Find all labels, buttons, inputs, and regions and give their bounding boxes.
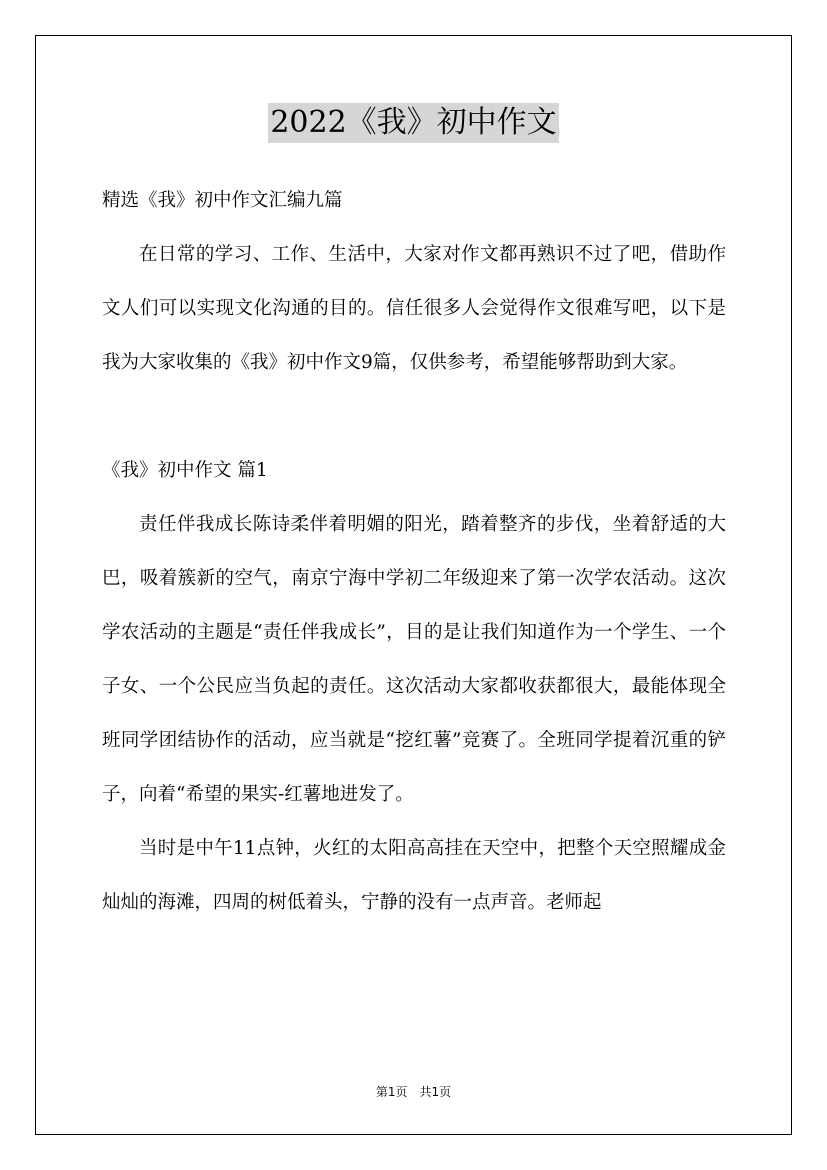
document-title: 2022《我》初中作文	[268, 103, 558, 143]
section-heading: 《我》初中作文 篇1	[102, 460, 268, 481]
document-body	[102, 174, 726, 930]
intro-paragraph: 在日常的学习、工作、生活中，大家对作文都再熟识不过了吧，借助作文人们可以实现文化沟通的目的。信任很多人会觉得作文很难写吧，以下是我为大家收集的《我》初中作文9篇，仅供参考，希望能够帮助到大家。	[102, 244, 726, 373]
section-spacer	[102, 390, 726, 444]
document-subtitle: 精选《我》初中作文汇编九篇	[102, 190, 343, 211]
essay-paragraph-2: 当时是中午11点钟，火红的太阳高高挂在天空中，把整个天空照耀成金灿灿的海滩，四周的树低着头，宁静的没有一点声音。老师起	[102, 838, 726, 913]
essay-paragraph-1: 责任伴我成长陈诗柔伴着明媚的阳光，踏着整齐的步伐，坐着舒适的大巴，吸着簇新的空气，南京宁海中学初二年级迎来了第一次学农活动。这次学农活动的主题是“责任伴我成长”，目的是让我们知道作为一个学生、一个子女、一个公民应当负起的责任。这次活动大家都收获都很大，最能体现全班同学团结协作的活动，应当就是“挖红薯”竞赛了。全班同学提着沉重的铲子，向着“希望的果实-红薯地进发了。	[102, 514, 726, 805]
title-container	[0, 103, 827, 143]
page-footer: 第1页 共1页	[375, 1085, 452, 1099]
